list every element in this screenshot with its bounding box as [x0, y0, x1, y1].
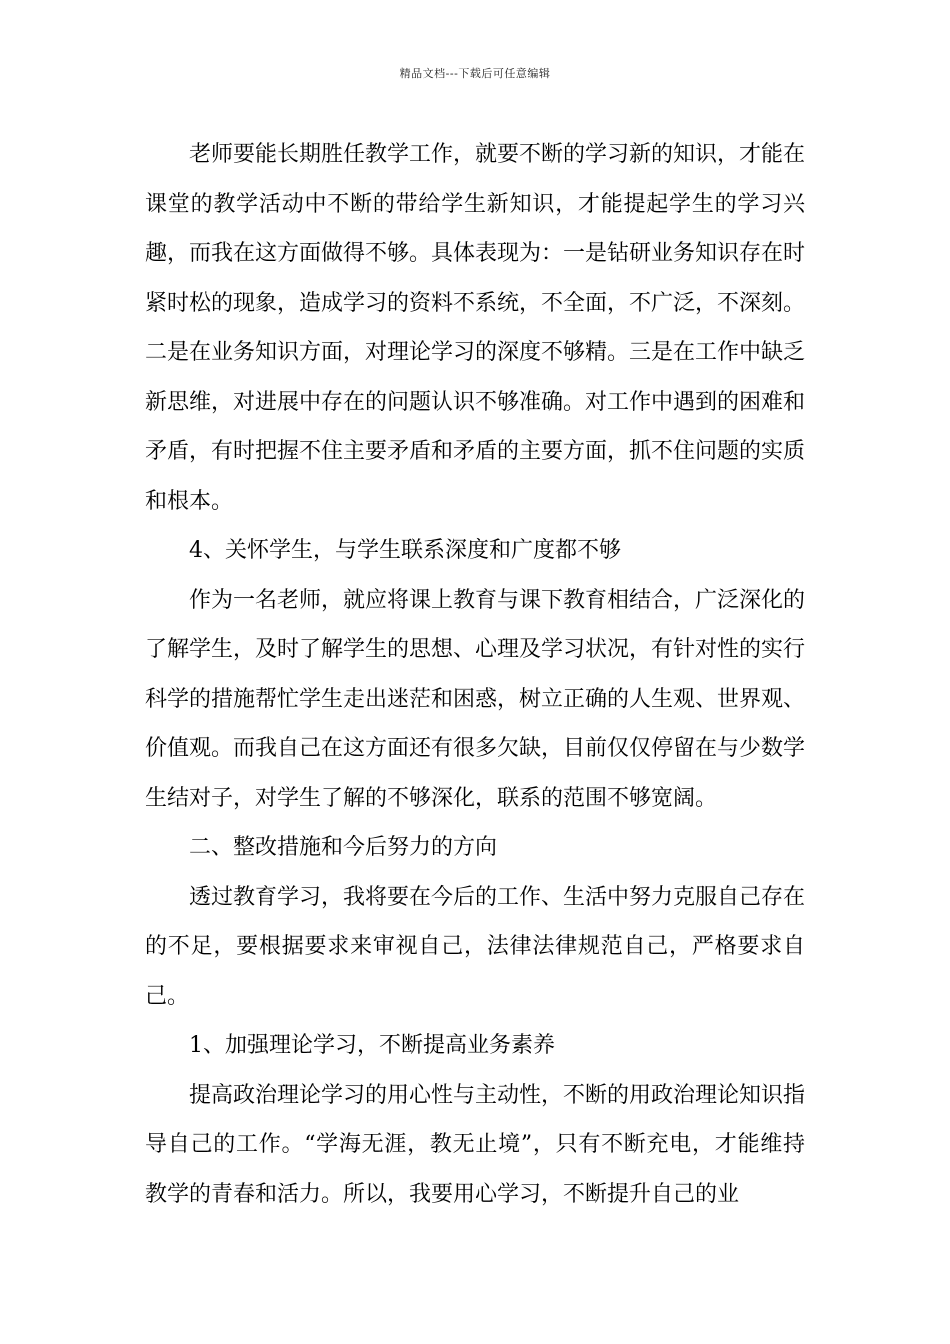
document-body — [145, 130, 805, 1219]
heading-rectification-measures: 二、整改措施和今后努力的方向 — [189, 835, 498, 860]
paragraph-through-education: 透过教育学习，我将要在今后的工作、生活中努力克服自己存在的不足，要根据要求来审视自己，法律法律规范自己，严格要求自己。 — [145, 884, 806, 1009]
paragraph-teaching-knowledge: 老师要能长期胜任教学工作，就要不断的学习新的知识，才能在课堂的教学活动中不断的带给学生新知识，才能提起学生的学习兴趣，而我在这方面做得不够。具体表现为：一是钻研业务知识存在时紧时松的现象，造成学习的资料不系统，不全面，不广泛，不深刻。二是在业务知识方面，对理论学习的深度不够精。三是在工作中缺乏新思维，对进展中存在的问题认识不够准确。对工作中遇到的困难和矛盾，有时把握不住主要矛盾和矛盾的主要方面，抓不住问题的实质和根本。 — [145, 142, 806, 514]
heading-strengthen-theory: 1、加强理论学习，不断提高业务素养 — [189, 1033, 555, 1058]
heading-care-students: 4、关怀学生，与学生联系深度和广度都不够 — [189, 538, 621, 563]
paragraph-improve-politics: 提高政治理论学习的用心性与主动性，不断的用政治理论知识指导自己的工作。“学海无涯，教无止境”，只有不断充电，才能维持教学的青春和活力。所以，我要用心学习，不断提升自己的业 — [145, 1082, 806, 1207]
paragraph-as-teacher: 作为一名老师，就应将课上教育与课下教育相结合，广泛深化的了解学生，及时了解学生的思想、心理及学习状况，有针对性的实行科学的措施帮忙学生走出迷茫和困惑，树立正确的人生观、世界观、价值观。而我自己在这方面还有很多欠缺，目前仅仅停留在与少数学生结对子，对学生了解的不够深化，联系的范围不够宽阔。 — [145, 587, 806, 811]
page-header: 精品文档---下载后可任意编辑 — [399, 67, 551, 80]
